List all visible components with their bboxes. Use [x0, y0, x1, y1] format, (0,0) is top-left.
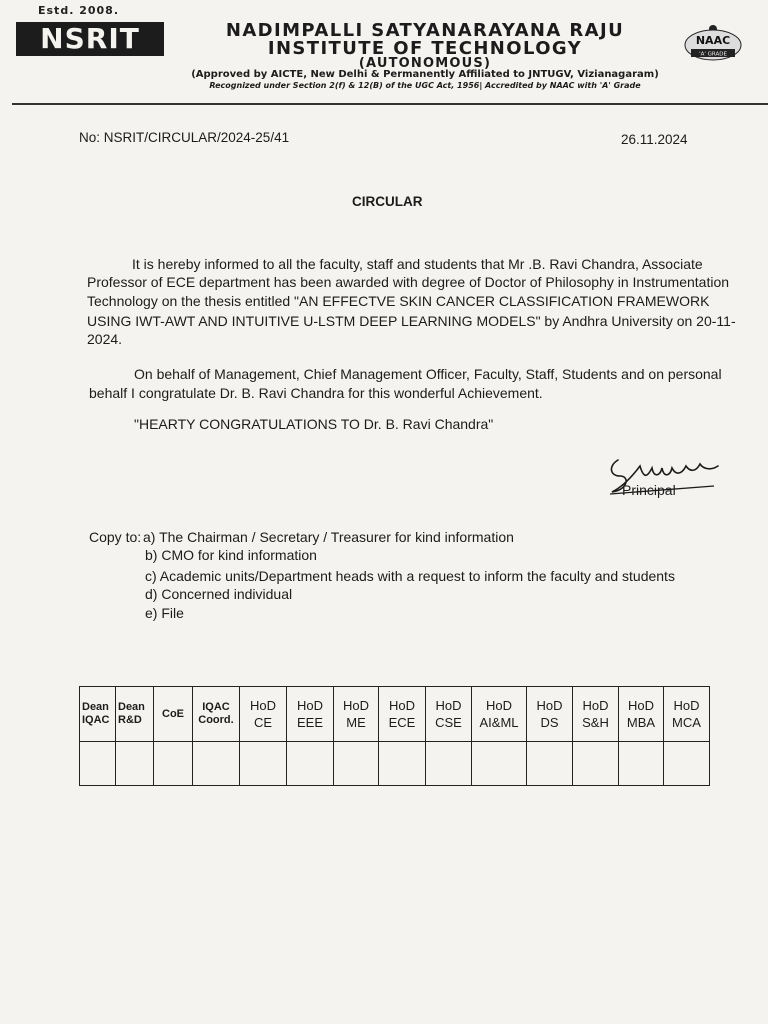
header-cell-hod-sh: HoD S&H — [573, 687, 619, 742]
table-signature-row — [80, 742, 710, 786]
signature-cell — [240, 742, 287, 786]
congratulations-line: "HEARTY CONGRATULATIONS TO Dr. B. Ravi Chandra" — [134, 416, 494, 432]
header-cell-hod-me: HoD ME — [334, 687, 379, 742]
recognition-line: Recognized under Section 2(f) & 12(B) of the UGC Act, 1956| Accredited by NAAC with 'A' Grade — [209, 81, 641, 90]
header-cell-hod-aiml: HoD AI&ML — [472, 687, 527, 742]
signature-cell — [193, 742, 240, 786]
signature-cell — [527, 742, 573, 786]
para2-line: behalf I congratulate Dr. B. Ravi Chandra for this wonderful Achievement. — [89, 385, 543, 401]
header-cell-iqac-coord: IQAC Coord. — [193, 687, 240, 742]
sign-off-table — [79, 686, 710, 786]
autonomous-label: (AUTONOMOUS) — [358, 56, 492, 71]
copy-to-item: c) Academic units/Department heads with a request to inform the faculty and students — [145, 568, 675, 584]
institute-name-line2: INSTITUTE OF TECHNOLOGY — [267, 38, 583, 59]
header-cell-dean-rnd: Dean R&D — [116, 687, 154, 742]
signature-cell — [619, 742, 664, 786]
established-year: Estd. 2008. — [38, 4, 119, 17]
copy-to-item: a) The Chairman / Secretary / Treasurer for kind information — [143, 529, 514, 545]
para2-line: On behalf of Management, Chief Management Officer, Faculty, Staff, Students and on personal — [134, 366, 722, 382]
institute-name-line1: NADIMPALLI SATYANARAYANA RAJU — [225, 20, 625, 41]
signature-cell — [154, 742, 193, 786]
signature-cell — [287, 742, 334, 786]
signatory-title: Principal — [622, 482, 676, 498]
signature-cell — [116, 742, 154, 786]
copy-to-item: b) CMO for kind information — [145, 547, 317, 563]
signature-cell — [664, 742, 710, 786]
circular-ref-number: No: NSRIT/CIRCULAR/2024-25/41 — [79, 130, 290, 145]
header-cell-hod-ds: HoD DS — [527, 687, 573, 742]
signature-cell — [472, 742, 527, 786]
signature-cell — [334, 742, 379, 786]
header-cell-hod-ce: HoD CE — [240, 687, 287, 742]
signature-cell — [426, 742, 472, 786]
signature-cell — [573, 742, 619, 786]
header-cell-hod-ece: HoD ECE — [379, 687, 426, 742]
circular-date: 26.11.2024 — [621, 132, 688, 147]
para1-line: It is hereby informed to all the faculty, staff and students that Mr .B. Ravi Chandra, Associate — [132, 256, 703, 272]
approval-line: (Approved by AICTE, New Delhi & Permanently Affiliated to JNTUGV, Vizianagaram) — [191, 69, 659, 80]
naac-badge-icon — [683, 22, 743, 62]
circular-title: CIRCULAR — [352, 194, 423, 209]
header-cell-coe: CoE — [154, 687, 193, 742]
nsrit-logo: NSRIT — [16, 22, 164, 56]
copy-to-item: d) Concerned individual — [145, 586, 293, 602]
para1-line: Technology on the thesis entitled "AN EFFECTVE SKIN CANCER CLASSIFICATION FRAMEWORK — [87, 293, 710, 309]
naac-grade: 'A' GRADE — [699, 51, 727, 58]
header-cell-hod-mba: HoD MBA — [619, 687, 664, 742]
signature-cell — [379, 742, 426, 786]
naac-label: NAAC — [695, 34, 731, 47]
header-cell-hod-cse: HoD CSE — [426, 687, 472, 742]
header-cell-hod-mca: HoD MCA — [664, 687, 710, 742]
header-cell-dean-iqac: Dean IQAC — [80, 687, 116, 742]
para1-line: USING IWT-AWT AND INTUITIVE U-LSTM DEEP LEARNING MODELS" by Andhra University on 20-11- — [87, 313, 736, 329]
para1-line: Professor of ECE department has been awarded with degree of Doctor of Philosophy in Instrumentation — [87, 274, 730, 290]
header-cell-hod-eee: HoD EEE — [287, 687, 334, 742]
copy-to-item: e) File — [145, 605, 184, 621]
signature-cell — [80, 742, 116, 786]
para1-line: 2024. — [87, 331, 123, 347]
copy-to-label: Copy to: — [89, 529, 142, 545]
header-divider — [12, 103, 768, 105]
table-header-row — [80, 687, 710, 742]
